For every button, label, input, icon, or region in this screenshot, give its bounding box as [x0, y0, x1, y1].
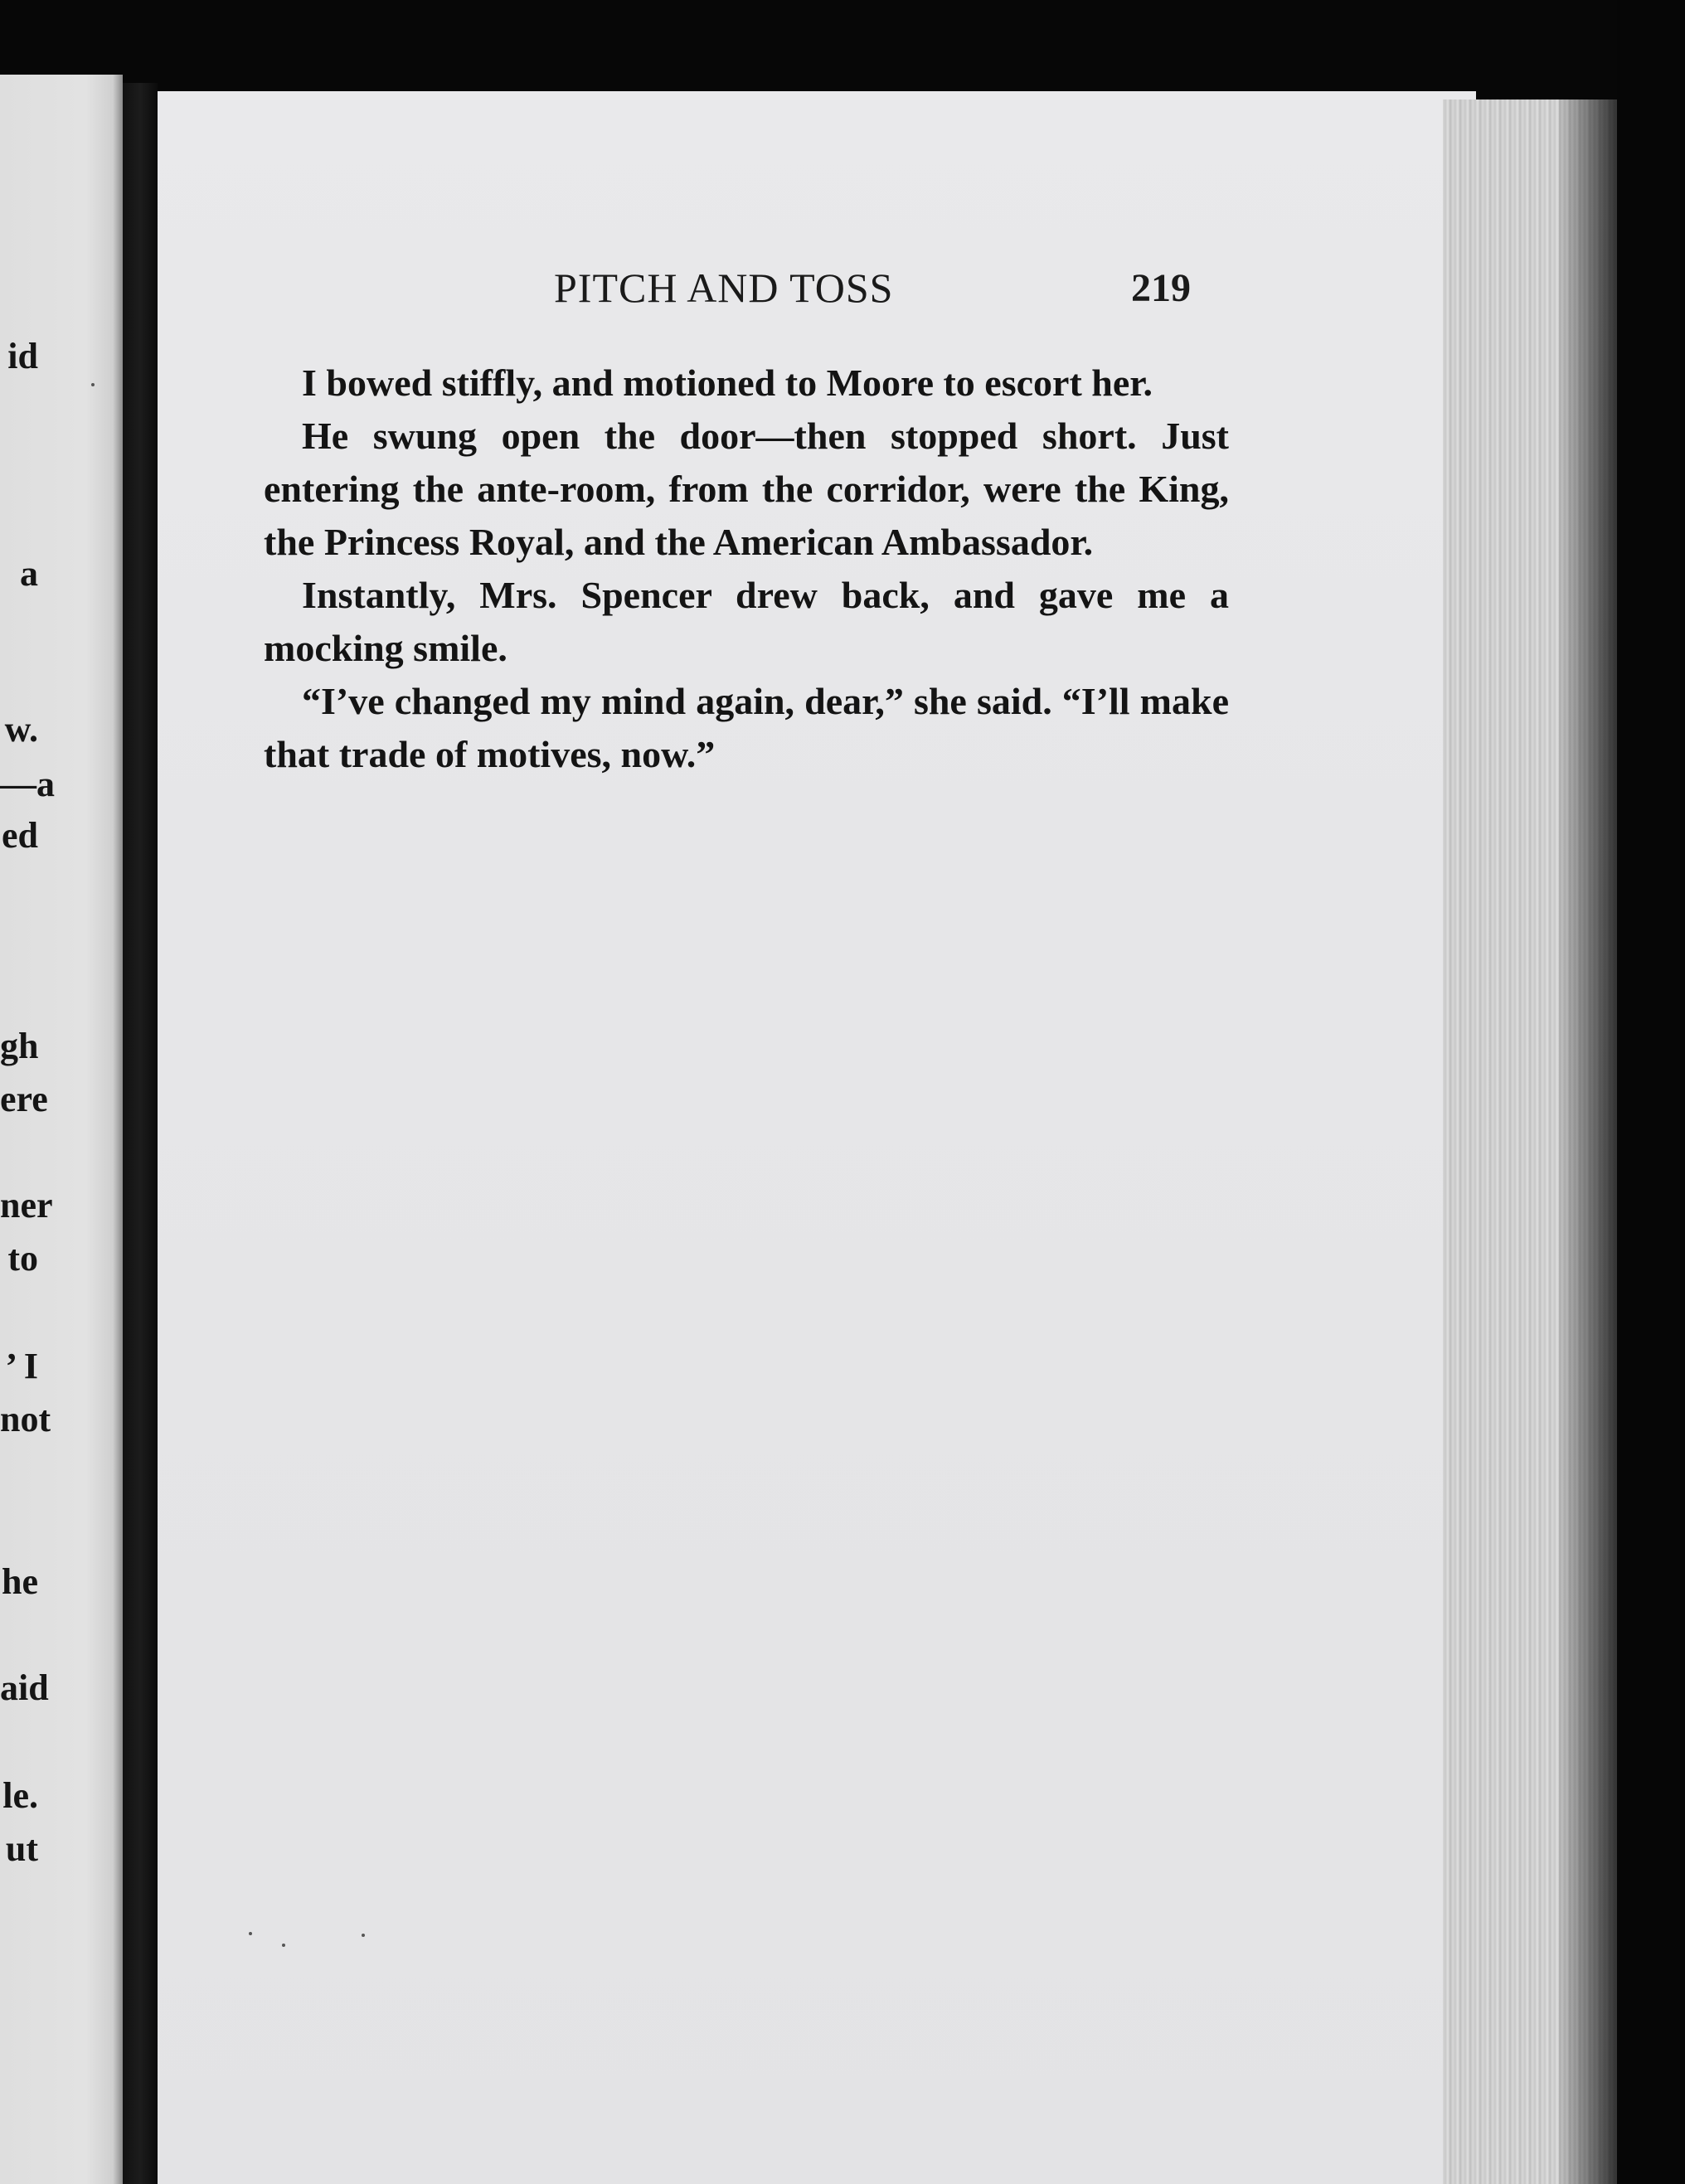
facing-page-fragment: gh [0, 1026, 39, 1066]
facing-page-fragment: w. [4, 709, 38, 750]
facing-page-fragment: id [7, 336, 38, 376]
facing-page-fragment: ere [0, 1079, 48, 1119]
facing-page-fragment: ’ I [5, 1346, 38, 1386]
scan-speck [91, 383, 95, 386]
paragraph: I bowed stiffly, and motioned to Moore to escort her. [302, 362, 1153, 404]
facing-page-fragment: aid [0, 1667, 49, 1708]
book-gutter [123, 83, 158, 2184]
facing-page-fragment: ut [5, 1828, 38, 1869]
paragraph: “I’ve changed my mind again, dear,” she said. “I’ll make that trade of motives, now.” [264, 680, 1229, 775]
scan-top-border [0, 0, 1685, 99]
facing-page-fragment: ner [0, 1185, 53, 1225]
page-edges-shadow [1559, 99, 1625, 2184]
scan-speck [249, 1932, 252, 1935]
scan-speck [362, 1934, 365, 1937]
facing-page-fragment: le. [2, 1775, 38, 1816]
page-number: 219 [1131, 266, 1191, 310]
body-text [264, 357, 1229, 781]
scan-speck [282, 1944, 285, 1947]
facing-page-fragment: a [20, 553, 38, 594]
paragraph: He swung open the door—then stopped short. Just entering the ante-room, from the corridor, were the King, the Princess Royal, and the American Ambassador. [264, 415, 1229, 563]
paragraph: Instantly, Mrs. Spencer drew back, and gave me a mocking smile. [264, 574, 1229, 669]
facing-page-fragment: not [0, 1399, 51, 1439]
facing-page-fragment: ed [2, 815, 38, 856]
scan-right-border [1617, 0, 1685, 2184]
running-head-title: PITCH AND TOSS [554, 265, 894, 311]
facing-page-fragment: to [7, 1238, 38, 1279]
facing-page-left [0, 75, 123, 2184]
facing-page-fragment: he [2, 1561, 38, 1602]
running-head [0, 264, 1685, 313]
facing-page-fragment: —a [0, 764, 55, 804]
